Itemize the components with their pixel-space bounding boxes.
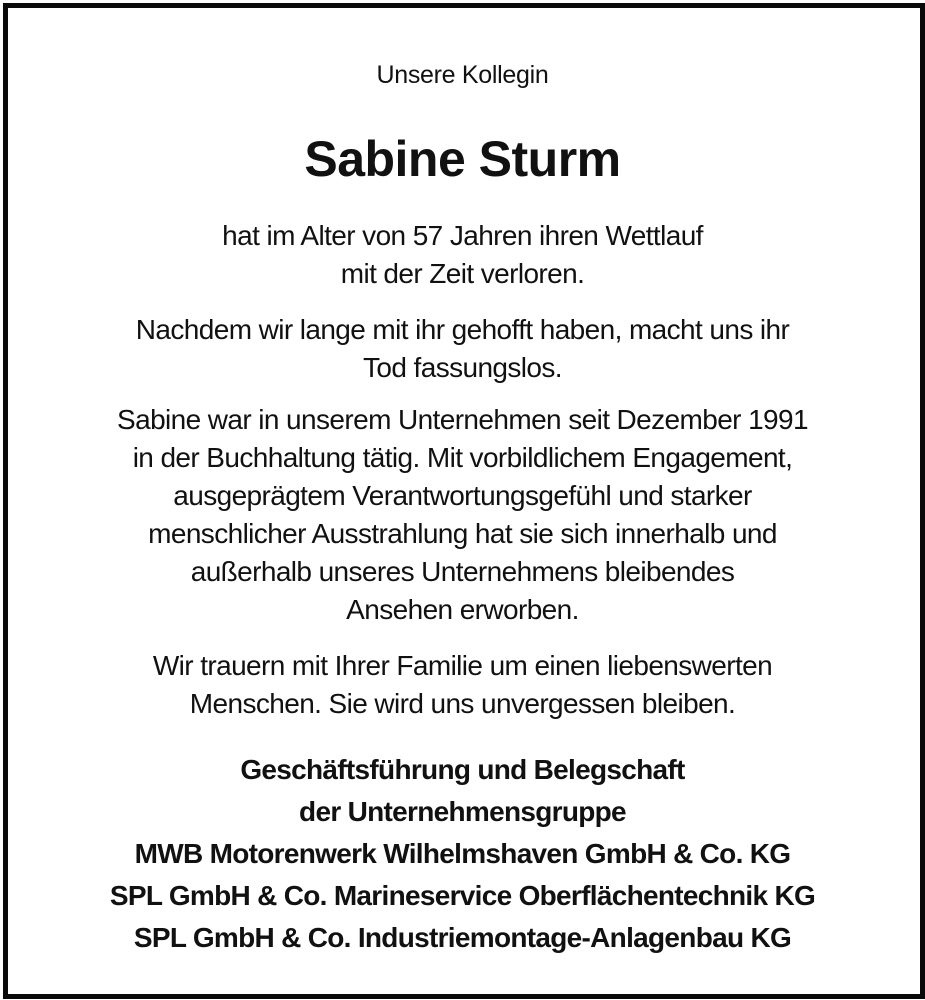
text-line: Sabine war in unserem Unternehmen seit Dezember 1991	[117, 404, 808, 435]
text-line: Ansehen erworben.	[346, 594, 579, 625]
text-line: Wir trauern mit Ihrer Familie um einen liebenswerten	[152, 650, 773, 681]
text-line: in der Buchhaltung tätig. Mit vorbildlichem Engagement,	[132, 442, 793, 473]
text-line: Menschen. Sie wird uns unvergessen bleiben.	[189, 688, 736, 719]
deceased-name: Sabine Sturm	[304, 131, 621, 187]
intro-line: Unsere Kollegin	[376, 61, 549, 89]
text-line: menschlicher Ausstrahlung hat sie sich innerhalb und	[148, 518, 777, 549]
text-line: Nachdem wir lange mit ihr gehofft haben, macht uns ihr	[135, 314, 790, 345]
text-line: außerhalb unseres Unternehmens bleibendes	[190, 556, 735, 587]
paragraph-hope	[0, 311, 925, 387]
text-line: Tod fassungslos.	[363, 352, 562, 383]
paragraph-age	[0, 217, 925, 293]
text-line: hat im Alter von 57 Jahren ihren Wettlauf	[222, 220, 703, 251]
text-line: ausgeprägtem Verantwortungsgefühl und starker	[173, 480, 752, 511]
text-line: mit der Zeit verloren.	[340, 258, 585, 289]
signature-block	[0, 749, 925, 959]
paragraph-tribute	[0, 401, 925, 629]
paragraph-mourning	[0, 647, 925, 723]
signature-line: MWB Motorenwerk Wilhelmshaven GmbH & Co. KG	[134, 838, 791, 869]
signature-line: SPL GmbH & Co. Industriemontage-Anlagenbau KG	[133, 922, 792, 953]
signature-line: SPL GmbH & Co. Marineservice Oberflächentechnik KG	[109, 880, 816, 911]
signature-line: Geschäftsführung und Belegschaft	[240, 754, 685, 785]
signature-line: der Unternehmensgruppe	[299, 796, 626, 827]
